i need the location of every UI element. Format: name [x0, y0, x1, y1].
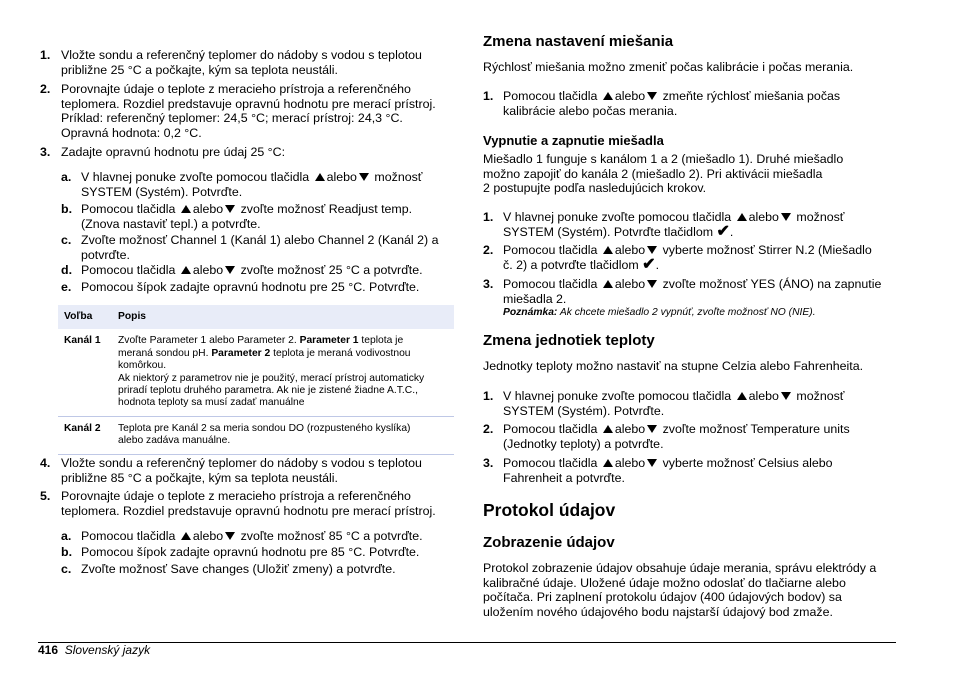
line: teplomera. Rozdiel predstavuje opravnú hodnotu pre merací prístroj. [61, 503, 436, 518]
paragraph [483, 152, 843, 196]
stirrer-step-1: V hlavnej ponuke zvoľte pomocou tlačidla alebo možnosť SYSTEM (Systém). Potvrďte tlačidlom ✔. [503, 210, 845, 240]
sub-label: b. [61, 545, 73, 559]
text: Pomocou tlačidla [503, 456, 598, 470]
line: Príklad: referenčný teplomer: 24,5 °C; merací prístroj: 24,3 °C. [61, 111, 403, 126]
step-4-text [61, 456, 422, 485]
step-number: 2. [40, 82, 51, 96]
down-arrow-icon [781, 392, 791, 400]
table-cell-key: Kanál 2 [58, 416, 112, 454]
text: V hlavnej ponuke zvoľte pomocou tlačidla [81, 170, 310, 184]
line: Vložte sondu a referenčný teplomer do nádoby s vodou s teplotou [61, 456, 422, 470]
text: alebo [748, 210, 779, 224]
line: približne 25 °C a počkajte, kým sa teplota neustáli. [61, 62, 339, 77]
up-arrow-icon [603, 425, 613, 433]
down-arrow-icon [647, 459, 657, 467]
line: Miešadlo 1 funguje s kanálom 1 a 2 (miešadlo 1). Druhé miešadlo [483, 152, 844, 166]
step-number: 2. [483, 243, 494, 257]
step-number: 4. [40, 456, 51, 470]
check-icon: ✔ [716, 222, 730, 240]
step-number: 3. [483, 456, 494, 470]
down-arrow-icon [225, 205, 235, 213]
down-arrow-icon [647, 92, 657, 100]
table-header: Voľba [58, 305, 112, 329]
line: možno zapojiť do kanála 2 (miešadlo 2). Pri aktivácii miešadla [483, 166, 823, 181]
sub-label: a. [61, 170, 72, 184]
text: Pomocou tlačidla [503, 243, 598, 257]
step-5-text [61, 489, 436, 518]
section-heading: Zobrazenie údajov [483, 534, 615, 551]
mix-step-1 [503, 89, 840, 118]
up-arrow-icon [737, 213, 747, 221]
step-number: 1. [40, 48, 51, 62]
text: alebo [192, 202, 224, 216]
line: Ak niektorý z parametrov nie je použitý, merací prístroj automaticky [118, 372, 425, 384]
text: alebo [614, 277, 646, 291]
line: Teplota pre Kanál 2 sa meria sondou DO (rozpusteného kyslíka) [118, 422, 411, 434]
line: (Znova nastaviť tepl.) a potvrďte. [81, 216, 261, 231]
down-arrow-icon [225, 532, 235, 540]
chapter-heading: Protokol údajov [483, 500, 616, 520]
text: alebo [326, 170, 357, 184]
sub-3d [81, 263, 423, 278]
line: približne 85 °C a počkajte, kým sa teplota neustáli. [61, 470, 339, 485]
text: zvoľte možnosť 25 °C a potvrďte. [240, 263, 423, 277]
line: teplomera. Rozdiel predstavuje opravnú hodnotu pre merací prístroj. [61, 96, 436, 111]
down-arrow-icon [647, 246, 657, 254]
sub-3c [81, 233, 438, 262]
step-number: 3. [40, 145, 51, 159]
line: Porovnajte údaje o teplote z meracieho prístroja a referenčného [61, 82, 411, 96]
footer [38, 643, 150, 657]
check-icon: ✔ [642, 255, 656, 273]
down-arrow-icon [647, 425, 657, 433]
units-step-3 [503, 456, 833, 485]
text: alebo [192, 529, 224, 543]
section-heading: Zmena nastavení miešania [483, 33, 674, 50]
sub-5c: Zvoľte možnosť Save changes (Uložiť zmeny) a potvrďte. [81, 562, 396, 576]
step-number: 1. [483, 389, 494, 403]
units-step-1 [503, 389, 844, 418]
up-arrow-icon [603, 92, 613, 100]
text: zmeňte rýchlosť miešania počas [662, 89, 841, 103]
text: teplota je [358, 335, 404, 347]
sub-5a [81, 529, 423, 544]
line: komôrkou. [118, 360, 167, 372]
text: alebo [192, 263, 224, 277]
up-arrow-icon [181, 266, 191, 274]
line: Fahrenheit a potvrďte. [503, 470, 625, 485]
text: alebo [614, 456, 646, 470]
text: V hlavnej ponuke zvoľte pomocou tlačidla [503, 389, 732, 403]
text: zvoľte možnosť Readjust temp. [240, 202, 413, 216]
step-number: 2. [483, 422, 494, 436]
sub-3b [81, 202, 412, 231]
stirrer-step-3 [503, 277, 881, 321]
text: Pomocou tlačidla [503, 277, 598, 291]
section-heading: Zmena jednotiek teploty [483, 332, 655, 349]
sub-label: e. [61, 280, 72, 294]
sub-label: a. [61, 529, 72, 543]
up-arrow-icon [603, 459, 613, 467]
page-number: 416 [38, 643, 59, 657]
text: zvoľte možnosť Temperature units [662, 422, 850, 436]
text: vyberte možnosť Celsius alebo [662, 456, 833, 470]
up-arrow-icon [603, 246, 613, 254]
down-arrow-icon [781, 213, 791, 221]
paragraph [483, 561, 876, 619]
subsection-heading: Vypnutie a zapnutie miešadla [483, 133, 664, 148]
note [503, 306, 881, 321]
text: možnosť [796, 389, 845, 403]
line: SYSTEM (Systém). Potvrďte. [81, 184, 243, 199]
down-arrow-icon [359, 173, 369, 181]
text: Pomocou tlačidla [81, 202, 176, 216]
line: Protokol zobrazenie údajov obsahuje údaje merania, správu elektródy a [483, 561, 877, 575]
sub-3e: Pomocou šípok zadajte opravnú hodnotu pre 25 °C. Potvrďte. [81, 280, 420, 294]
sub-label: d. [61, 263, 73, 277]
line: potvrďte. [81, 247, 130, 262]
line: uložením nového údajového bodu najstarší údajový bod zmaže. [483, 604, 833, 619]
sub-label: c. [61, 562, 72, 576]
text: Pomocou tlačidla [81, 263, 176, 277]
text: alebo [614, 89, 646, 103]
step-number: 1. [483, 210, 494, 224]
line: SYSTEM (Systém). Potvrďte. [503, 403, 665, 418]
text: Parameter 1 [299, 335, 359, 347]
text: V hlavnej ponuke zvoľte pomocou tlačidla [503, 210, 732, 224]
text: č. 2) a potvrďte tlačidlom [503, 257, 639, 272]
text: teplota je meraná vodivostnou [270, 347, 411, 359]
text: alebo [748, 389, 779, 403]
text: možnosť [374, 170, 423, 184]
table-cell-desc [112, 329, 454, 416]
step-3-text: Zadajte opravnú hodnotu pre údaj 25 °C: [61, 145, 286, 159]
line: Porovnajte údaje o teplote z meracieho prístroja a referenčného [61, 489, 411, 503]
sub-label: b. [61, 202, 73, 216]
line: miešadla 2. [503, 291, 567, 306]
up-arrow-icon [315, 173, 325, 181]
step-1-text [61, 48, 422, 77]
step-2-text [61, 82, 436, 140]
text: možnosť [796, 210, 845, 224]
text: meraná sondou pH. [118, 347, 212, 359]
line: Vložte sondu a referenčný teplomer do nádoby s vodou s teplotou [61, 48, 422, 62]
step-number: 5. [40, 489, 51, 503]
sub-label: c. [61, 233, 72, 247]
units-step-2 [503, 422, 850, 451]
table-cell-desc [112, 416, 454, 454]
text: SYSTEM (Systém). Potvrďte tlačidlom [503, 224, 714, 239]
text: Pomocou tlačidla [81, 529, 176, 543]
footer-language: Slovenský jazyk [64, 643, 151, 657]
line: 2 postupujte podľa nasledujúcich krokov. [483, 181, 707, 196]
down-arrow-icon [647, 280, 657, 288]
paragraph: Rýchlosť miešania možno zmeniť počas kalibrácie i počas merania. [483, 60, 854, 74]
line: priradí teplotu druhého parametra. Ak nie je zistené žiadne A.T.C., [118, 385, 418, 397]
line: hodnota teploty sa musí zadať manuálne [118, 397, 305, 409]
up-arrow-icon [181, 205, 191, 213]
line: Opravná hodnota: 0,2 °C. [61, 125, 202, 140]
up-arrow-icon [737, 392, 747, 400]
line: kalibračné údaje. Uložené údaje možno odoslať do tlačiarne alebo [483, 575, 846, 590]
sub-3a [81, 170, 422, 199]
line: počítača. Pri zaplnení protokolu údajov (400 údajových bodov) sa [483, 590, 842, 605]
footer-divider [38, 642, 896, 643]
table-header: Popis [112, 305, 454, 329]
text: Ak chcete miešadlo 2 vypnúť, zvoľte možnosť NO (NIE). [559, 307, 816, 319]
line: Zvoľte možnosť Channel 1 (Kanál 1) alebo Channel 2 (Kanál 2) a [81, 233, 439, 247]
up-arrow-icon [603, 280, 613, 288]
text: alebo [614, 243, 646, 257]
down-arrow-icon [225, 266, 235, 274]
text: Pomocou tlačidla [503, 89, 598, 103]
table-cell-key: Kanál 1 [58, 329, 112, 416]
text: Parameter 2 [211, 347, 271, 359]
up-arrow-icon [181, 532, 191, 540]
table-row [58, 416, 454, 454]
line: kalibrácie alebo počas merania. [503, 103, 678, 118]
text: alebo [614, 422, 646, 436]
text: zvoľte možnosť 85 °C a potvrďte. [240, 529, 423, 543]
line: alebo zadáva manuálne. [118, 435, 231, 447]
text: vyberte možnosť Stirrer N.2 (Miešadlo [662, 243, 872, 257]
paragraph: Jednotky teploty možno nastaviť na stupne Celzia alebo Fahrenheita. [483, 359, 864, 373]
text: Pomocou tlačidla [503, 422, 598, 436]
note-label: Poznámka: [503, 307, 558, 319]
table-row [58, 329, 454, 416]
stirrer-step-2: Pomocou tlačidla alebo vyberte možnosť Stirrer N.2 (Miešadlo č. 2) a potvrďte tlačidlom ✔. [503, 243, 872, 273]
step-number: 3. [483, 277, 494, 291]
line: (Jednotky teploty) a potvrďte. [503, 436, 664, 451]
text: Zvoľte Parameter 1 alebo Parameter 2. [118, 335, 300, 347]
channel-table [58, 305, 454, 455]
sub-5b: Pomocou šípok zadajte opravnú hodnotu pre 85 °C. Potvrďte. [81, 545, 420, 559]
text: zvoľte možnosť YES (ÁNO) na zapnutie [662, 277, 882, 291]
step-number: 1. [483, 89, 494, 103]
